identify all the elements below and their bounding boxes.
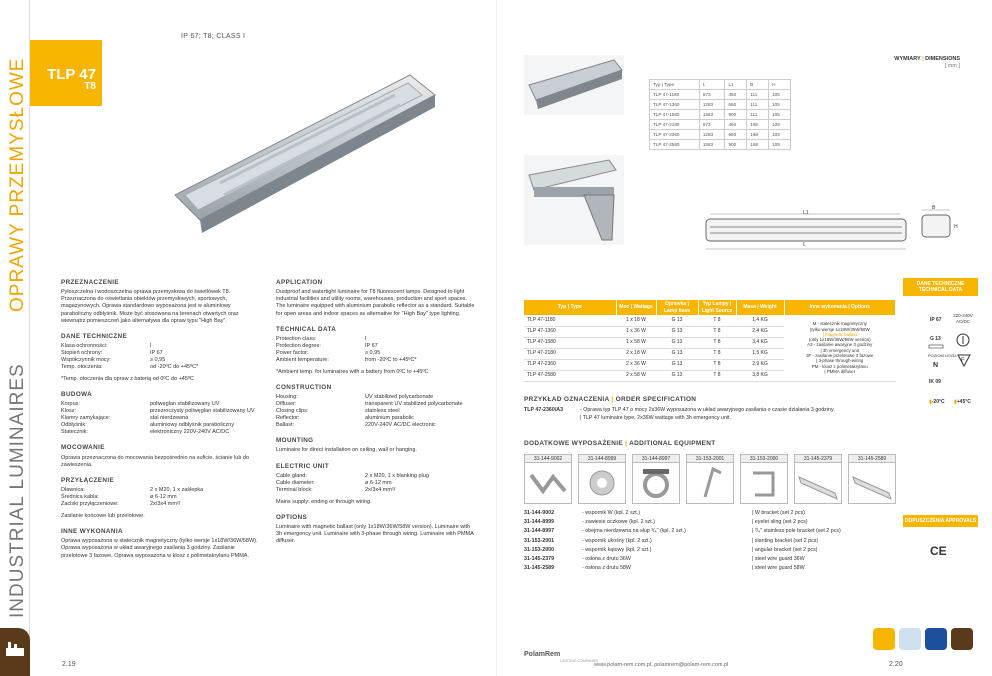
pl-conn-head: PRZYŁĄCZENIE: [61, 476, 115, 484]
approvals-label: DOPUSZCZENIA APPROVALS: [903, 515, 978, 527]
wire-guard-icon: [795, 463, 841, 503]
eyelet-icon: [579, 463, 625, 503]
en-tech-note: *Ambient temp. for luminaires with a battery from 0ºC to +45ºC: [276, 368, 429, 375]
fluorescent-icon: [928, 344, 944, 349]
cell: TLP 47-1580: [524, 337, 616, 348]
luminaire-closeup-2: [524, 155, 624, 245]
application-icon-water: [899, 628, 921, 650]
en-build-val: transparent UV stabilized polycarbonate: [365, 401, 463, 408]
en-tech-key: Protection degree:: [276, 342, 321, 349]
pl-conn-key: Średnica kabla:: [61, 493, 99, 500]
en-tech-val: from -20ºC to +45ºC*: [365, 356, 417, 363]
pl-tech-val: IP 67: [150, 350, 163, 357]
cell: TLP 47-1180: [524, 315, 616, 326]
pl-tech-key: Klasa ochronności:: [61, 343, 108, 350]
order-head: PRZYKŁAD OZNACZENIA | ORDER SPECIFICATION: [524, 396, 697, 403]
equipment-card: [578, 454, 626, 504]
option-line: | 3h emergency unit: [820, 347, 859, 353]
equip-code: 31-145-2379: [524, 556, 555, 563]
pl-column: [61, 271, 261, 562]
spec-col: Masa | Weight: [736, 300, 784, 315]
en-other-text: Luminaire with magnetic ballast (only 1x18W/36W/58W version). Luminaire with 3h emergency unit. Luminaire with 3-phase through wiring. Luminaire with PMMA diffuser.: [276, 524, 474, 545]
table-row: [650, 90, 791, 100]
pl-purpose-head: PRZEZNACZENIE: [61, 279, 120, 286]
pl-mount-text: Oprawa przeznaczona do mocowania bezpośrednio na suficie, ścianie lub do zawieszenia.: [61, 454, 250, 468]
pl-other-head: INNE WYKONANIA: [61, 528, 123, 536]
equipment-list: [524, 509, 902, 573]
level-value: N: [933, 362, 939, 369]
vertical-title-pl: OPRAWY PRZEMYSŁOWE: [7, 57, 28, 312]
option-line: 3F - zasilanie przelotowe 3 fazowe: [806, 353, 874, 359]
level-label: POZIOM LEVEL: [928, 353, 958, 358]
spec-col: Oprawka | Lamp base: [656, 300, 698, 315]
equip-code: 31-153-2001: [524, 537, 555, 544]
equip-code: 31-153-2000: [741, 455, 787, 463]
pl-build-list: [61, 401, 261, 436]
product-sub: T8: [84, 81, 96, 92]
cell: 1 x 36 W: [616, 326, 656, 337]
en-build-val: stainless steel: [365, 408, 400, 415]
thermometer-icon: ▮: [929, 399, 932, 405]
cell: 111: [747, 90, 769, 100]
en-conn-key: Terminal block:: [276, 486, 313, 493]
cell: 168: [747, 130, 769, 140]
cell: 2 x 58 W: [616, 370, 656, 381]
dim-head-pl: WYMIARY: [894, 56, 921, 62]
cell: 1 x 58 W: [616, 337, 656, 348]
cell: TLP 47-1180: [650, 90, 700, 100]
application-icon-sport: [925, 628, 947, 650]
en-build-val: UV stabilized polycarbonate: [365, 394, 434, 401]
cell: 109: [769, 120, 791, 130]
en-mount-head: MOUNTING: [276, 437, 314, 445]
cell: 1583: [699, 110, 725, 120]
equipment-card: [524, 454, 572, 504]
dim-col: B: [747, 80, 769, 90]
equip-head-en: ADDITIONAL EQUIPMENT: [629, 440, 716, 447]
table-row: [650, 130, 791, 140]
equip-en: | steel wire guard 58W: [752, 565, 805, 572]
pl-tech-list: [61, 343, 261, 371]
option-line: | magnetic ballast: [822, 331, 857, 337]
option-line: (tylko wersje 1x18W/36W/58W: [809, 326, 870, 332]
equipment-card: [632, 454, 680, 504]
dimensions-head: WYMIARY | DIMENSIONS [ mm ]: [870, 56, 960, 70]
equip-head-pl: DODATKOWE WYPOSAŻENIE: [524, 440, 623, 447]
equip-code: 31-145-2379: [795, 455, 841, 463]
cell: 2 x 18 W: [616, 348, 656, 359]
cell: 168: [747, 140, 769, 150]
equipment-card: [794, 454, 842, 504]
equip-pl: - obejma nierdzewna na słup ³/₄" (kpl. 2 szt.): [582, 528, 686, 535]
en-conn-list: [276, 473, 476, 494]
pl-conn-key: Dławnica:: [61, 486, 85, 493]
pl-tech-val: od -20ºC do +45ºC*: [150, 364, 199, 371]
equip-code: 31-144-8997: [524, 528, 555, 535]
en-purpose-head: APPLICATION: [276, 279, 323, 286]
class-i-icon: [956, 333, 970, 347]
en-build-key: Diffuser:: [276, 401, 297, 408]
dimensions-table: [649, 79, 791, 150]
spec-col: Typ Lampy | Light Source: [698, 300, 736, 315]
en-conn-val: 2x/3x4 mm²/: [365, 486, 396, 493]
cell: 105: [769, 100, 791, 110]
pl-build-val: przezroczysty poliwęglan stabilizowany UV: [150, 408, 255, 415]
en-tech-key: Ambient temperature:: [276, 356, 329, 363]
dim-col: H: [769, 80, 791, 90]
cell: G 13: [656, 370, 698, 381]
pl-mount-head: MOCOWANIE: [61, 444, 105, 452]
cell: G 13: [656, 326, 698, 337]
footer-links[interactable]: www.polam-rem.com.pl, polamrem@polam-rem.com.pl: [594, 662, 729, 668]
equipment-card: [686, 454, 734, 504]
technical-drawing: [700, 205, 965, 255]
approvals-box: [903, 515, 978, 527]
pl-conn-list: [61, 487, 261, 508]
spec-table: [524, 300, 896, 382]
cell: 1283: [699, 100, 725, 110]
cell: 673: [699, 90, 725, 100]
application-icon-industry: [873, 628, 895, 650]
equip-code: 31-153-2001: [687, 455, 733, 463]
en-mount-text: Luminaire for direct installation on ceiling, wall or hanging.: [276, 447, 417, 454]
vertical-title-en: INDUSTRIAL LUMINAIRES: [7, 363, 28, 618]
slanting-bracket-icon: [687, 463, 733, 503]
spec-col: Inne wykonania | Options: [784, 300, 896, 315]
equipment-card: [848, 454, 896, 504]
cell: G 13: [656, 359, 698, 370]
pl-tech-key: Stopień ochrony:: [61, 350, 103, 357]
cell: 2,4 KG: [736, 326, 784, 337]
temp-min-value: -20°C: [931, 399, 945, 405]
pl-build-key: Klamry zamykające:: [61, 415, 111, 422]
dim-head-en: DIMENSIONS: [925, 56, 960, 62]
dim-col: L1: [725, 80, 747, 90]
cell: 1583: [699, 140, 725, 150]
en-conn-val: 2 x M20, 1 x blanking plug: [365, 472, 429, 479]
equip-code: 31-144-9002: [524, 510, 555, 516]
equip-code: 31-145-2589: [849, 455, 895, 463]
spec-col: Moc | Wattage: [616, 300, 656, 315]
pl-build-val: aluminiowy odbłyśnik paraboliczny: [150, 422, 235, 429]
equip-pl: - wspornik W (kpl. 2 szt.): [582, 510, 640, 516]
cell: 1283: [699, 130, 725, 140]
option-line: M - statecznik magnetyczny: [812, 321, 867, 327]
cell: TLP 47-2180: [524, 348, 616, 359]
en-build-key: Reflector:: [276, 415, 300, 422]
brand-sub: LIGHTING COMPANIES: [560, 659, 599, 663]
cell: T 8: [698, 337, 736, 348]
cell: TLP 47-1360: [650, 100, 700, 110]
cell: 3,8 KG: [736, 370, 784, 381]
equip-code: 31-145-2589: [524, 565, 555, 572]
pl-conn-key: Zaciski przyłączeniowe:: [61, 500, 119, 507]
cell: 105: [769, 90, 791, 100]
equip-pl: - zawiesie oczkowe (kpl. 2 szt.): [582, 519, 656, 526]
tech-data-box: [903, 278, 978, 296]
luminaire-photo: [160, 55, 440, 255]
table-row: [650, 110, 791, 120]
pl-build-val: stal nierdzewna: [150, 415, 189, 422]
cell: G 13: [656, 348, 698, 359]
ik-rating: IK 09: [929, 379, 941, 385]
cell: TLP 47-2580: [524, 370, 616, 381]
order-head-en: ORDER SPECIFICATION: [615, 396, 697, 403]
equip-en: | slanting bracket (set 2 pcs): [752, 537, 819, 544]
equip-en: | steel wire guard 36W: [752, 556, 805, 563]
equip-code: 31-144-8999: [524, 519, 555, 526]
cell: 111: [747, 100, 769, 110]
cell: 109: [769, 130, 791, 140]
table-row: [650, 100, 791, 110]
cell: TLP 47-2360: [650, 130, 700, 140]
cell: G 13: [656, 315, 698, 326]
spine: [496, 0, 497, 676]
en-tech-val: IP 67: [365, 342, 378, 349]
cell: T 8: [698, 370, 736, 381]
equip-code: 31-144-8999: [579, 455, 625, 463]
en-conn-key: Cable diameter:: [276, 479, 315, 486]
order-head-pl: PRZYKŁAD OZNACZENIA: [524, 396, 610, 403]
equip-pl: - osłona z drutu 36W: [582, 556, 631, 563]
pl-purpose-text: Pyłoszczelna i wodoszczelna oprawa przemysłowa do świetlówek T8. Przeznaczona do oświetlania obiektów przemysłowych, sportowych, magazynowych. Oprawa standardowo wyposażona jest w aluminiowy paraboliczny odbłyśnik. Może być stosowana na terenach otwartych oraz wiewnątrz pomieszczeń jako alternatywa dla opraw typu "High Bay".: [61, 289, 239, 324]
en-build-val: aluminium parabolic: [365, 415, 414, 422]
en-conn-note: Mains supply: ending or through wiring.: [276, 498, 372, 505]
table-header-row: [524, 300, 896, 315]
en-tech-key: Power factor:: [276, 349, 309, 356]
w-bracket-icon: [525, 463, 571, 503]
right-page-number: 2.20: [889, 661, 903, 668]
cell: 168: [747, 120, 769, 130]
pl-build-key: Korpus:: [61, 401, 80, 408]
pl-build-val: elektroniczny 220V-240V AC/DC: [150, 429, 230, 436]
left-page-number: 2.19: [62, 661, 76, 668]
en-other-head: OPTIONS: [276, 513, 308, 521]
en-tech-val: I: [365, 335, 367, 342]
svg-text:F: F: [961, 358, 965, 364]
equip-pl: - osłona z drutu 58W: [582, 565, 631, 572]
wire-guard-icon: [849, 463, 895, 503]
en-tech-val: ≥ 0,95: [365, 349, 381, 356]
en-conn-head: ELECTRIC UNIT: [276, 462, 330, 470]
cell: T 8: [698, 326, 736, 337]
option-line: A3 - zasilanie awaryjne 3 godziny: [807, 342, 873, 348]
table-row: [524, 315, 896, 326]
thermometer-icon: ▮: [954, 399, 957, 405]
option-line: PM - klosz z polimetakrylanu: [811, 363, 868, 369]
option-line: | 3-phase through-wiring: [816, 358, 864, 364]
equip-en: | eyelet sling (set 2 pcs): [752, 519, 808, 526]
cell: 1,5 KG: [736, 348, 784, 359]
category-tab: [0, 628, 30, 676]
cell: 2 x 36 W: [616, 359, 656, 370]
cell: 1,4 KG: [736, 315, 784, 326]
order-text-pl: - Oprawa typ TLP 47 o mocy 2x36W wyposażona w układ awaryjnego zasilania o czasie działania 3 godziny.: [580, 407, 835, 413]
en-conn-val: ø 6-12 mm: [365, 479, 392, 486]
pl-tech-note: *Temp. otoczenia dla opraw z baterią od 0ºC do +45ºC: [61, 376, 194, 383]
pl-conn-val: 2 x M20, 1 x zaślepka: [150, 486, 204, 493]
equip-en: | angular bracket (set 2 pcs): [752, 546, 818, 553]
pl-build-head: BUDOWA: [61, 391, 93, 399]
class-line: IP 67; T8; CLASS I: [181, 33, 246, 40]
option-line: (only 1x18W/36W/58W version): [808, 337, 871, 343]
equip-en: | W bracket (set 2 pcs): [752, 510, 805, 516]
table-row: [650, 120, 791, 130]
cell: TLP 47-2360: [524, 359, 616, 370]
lamp-base: G 13: [930, 336, 941, 342]
options-cell: [784, 315, 896, 381]
pl-other-text: Oprawa wyposażona w statecznik magnetyczny (tylko wersje 1x18W/36W/58W). Oprawa wyposażona w układ awaryjnego zasilania 3 godziny. Zasilanie przelotowe 3 fazowe. Oprawa wyposażona w klosz z polimetakrylanu PMMA.: [61, 538, 258, 559]
cell: 105: [769, 110, 791, 120]
temp-min: [929, 399, 945, 406]
equipment-card: [740, 454, 788, 504]
en-tech-key: Protection class:: [276, 335, 317, 342]
en-build-key: Housing:: [276, 394, 298, 401]
angular-bracket-icon: [741, 463, 787, 503]
triangle-icon: [957, 353, 971, 367]
factory-icon: [5, 640, 25, 656]
cell: TLP 47-1580: [650, 110, 700, 120]
cell: 109: [769, 140, 791, 150]
cell: T 8: [698, 359, 736, 370]
en-purpose-text: Dustproof and watertight luminaire for T8 fluorescent lamps. Designed to light industrial facilities and utility rooms, warehouses, production and sport spaces. The luminaire equipped with aluminium parabolic reflector as a standard. Suitable for open areas and indoor spaces as alternative for "High Bay" type lighting.: [276, 289, 475, 317]
pl-tech-key: Współczynnik mocy:: [61, 357, 111, 364]
cell: 1 x 18 W: [616, 315, 656, 326]
brand-logo: PolamRem: [524, 651, 561, 658]
equip-code: 31-144-9002: [525, 455, 571, 463]
equip-code: 31-153-2000: [524, 546, 555, 553]
cell: TLP 47-1360: [524, 326, 616, 337]
pl-tech-head: DANE TECHNICZNE: [61, 332, 128, 340]
cell: 660: [725, 100, 747, 110]
pole-bracket-icon: [633, 463, 679, 503]
equip-en: | ³/₄" stainless pole bracket (set 2 pcs): [752, 528, 841, 535]
table-row: [650, 140, 791, 150]
cell: T 8: [698, 348, 736, 359]
en-build-val: 220V-240V AC/DC electronic: [365, 422, 436, 429]
cell: 900: [725, 110, 747, 120]
cell: 660: [725, 130, 747, 140]
tech-data-label: DANE TECHNICZNE TECHNICAL DATA: [903, 278, 978, 296]
ip-rating: IP 67: [930, 317, 942, 323]
left-sidebar: [0, 0, 30, 676]
en-tech-list: [276, 336, 476, 364]
pl-conn-val: 2x/3x4 mm²/: [150, 500, 181, 507]
en-build-list: [276, 394, 476, 429]
dim-col: L: [699, 80, 725, 90]
cell: 3,4 KG: [736, 337, 784, 348]
order-text-en: | TLP 47 luminaire type, 2x36W wattage with 3h emergency unit.: [580, 415, 732, 421]
spec-col: Typ | Type: [524, 300, 616, 315]
dim-label-l1: L1: [803, 210, 809, 216]
pl-conn-note: Zasilanie końcowe lub przelotowe.: [61, 512, 145, 519]
en-tech-head: TECHNICAL DATA: [276, 325, 337, 333]
dim-label-l: L: [803, 242, 806, 248]
pl-conn-val: ø 6-12 mm: [150, 493, 177, 500]
cell: 900: [725, 140, 747, 150]
en-build-head: CONSTRUCTION: [276, 384, 332, 392]
cell: 111: [747, 110, 769, 120]
pl-build-val: poliwęglan stabilizowany UV: [150, 401, 220, 408]
equip-code: 31-144-8997: [633, 455, 679, 463]
product-tag: [30, 40, 102, 106]
cell: 2,9 KG: [736, 359, 784, 370]
voltage: 220-240V AC/DC: [953, 313, 973, 324]
cell: T 8: [698, 315, 736, 326]
cell: 673: [699, 120, 725, 130]
application-icon-factory: [951, 628, 973, 650]
order-code: TLP 47-2360/A3: [524, 407, 564, 413]
en-build-key: Closing clips:: [276, 408, 309, 415]
ce-mark: CE: [930, 544, 947, 558]
option-line: | PMMA diffuser: [824, 368, 856, 374]
luminaire-closeup-1: [524, 55, 624, 115]
cell: TLP 47-2580: [650, 140, 700, 150]
pl-tech-key: Temp. otoczenia:: [61, 364, 103, 371]
cell: 450: [725, 90, 747, 100]
pl-tech-val: ≥ 0,95: [150, 357, 166, 364]
equip-pl: - wspornik kątowy (kpl. 2 szt.): [582, 546, 652, 553]
dim-label-b: B: [932, 205, 936, 211]
pl-build-key: Klosz:: [61, 408, 76, 415]
cell: G 13: [656, 337, 698, 348]
en-conn-key: Cable gland:: [276, 472, 307, 479]
cell: 450: [725, 120, 747, 130]
pl-build-key: Statecznik:: [61, 429, 88, 436]
dim-unit: [ mm ]: [944, 63, 960, 70]
pl-tech-val: I: [150, 343, 152, 350]
equipment-head: DODATKOWE WYPOSAŻENIE | ADDITIONAL EQUIPMENT: [524, 440, 716, 447]
en-build-key: Ballast:: [276, 422, 295, 429]
en-column: [276, 271, 476, 547]
dim-col: Typ | Type: [650, 80, 700, 90]
cell: TLP 47-2180: [650, 120, 700, 130]
product-name: TLP 47: [47, 66, 96, 83]
table-header-row: [650, 80, 791, 90]
pl-build-key: Odbłyśnik:: [61, 422, 87, 429]
temp-max: [954, 399, 971, 406]
temp-max-value: +45°C: [956, 399, 971, 405]
dim-label-h: H: [954, 224, 958, 230]
equip-pl: - wspornik ukośny (kpl. 2 szt.): [582, 537, 652, 544]
